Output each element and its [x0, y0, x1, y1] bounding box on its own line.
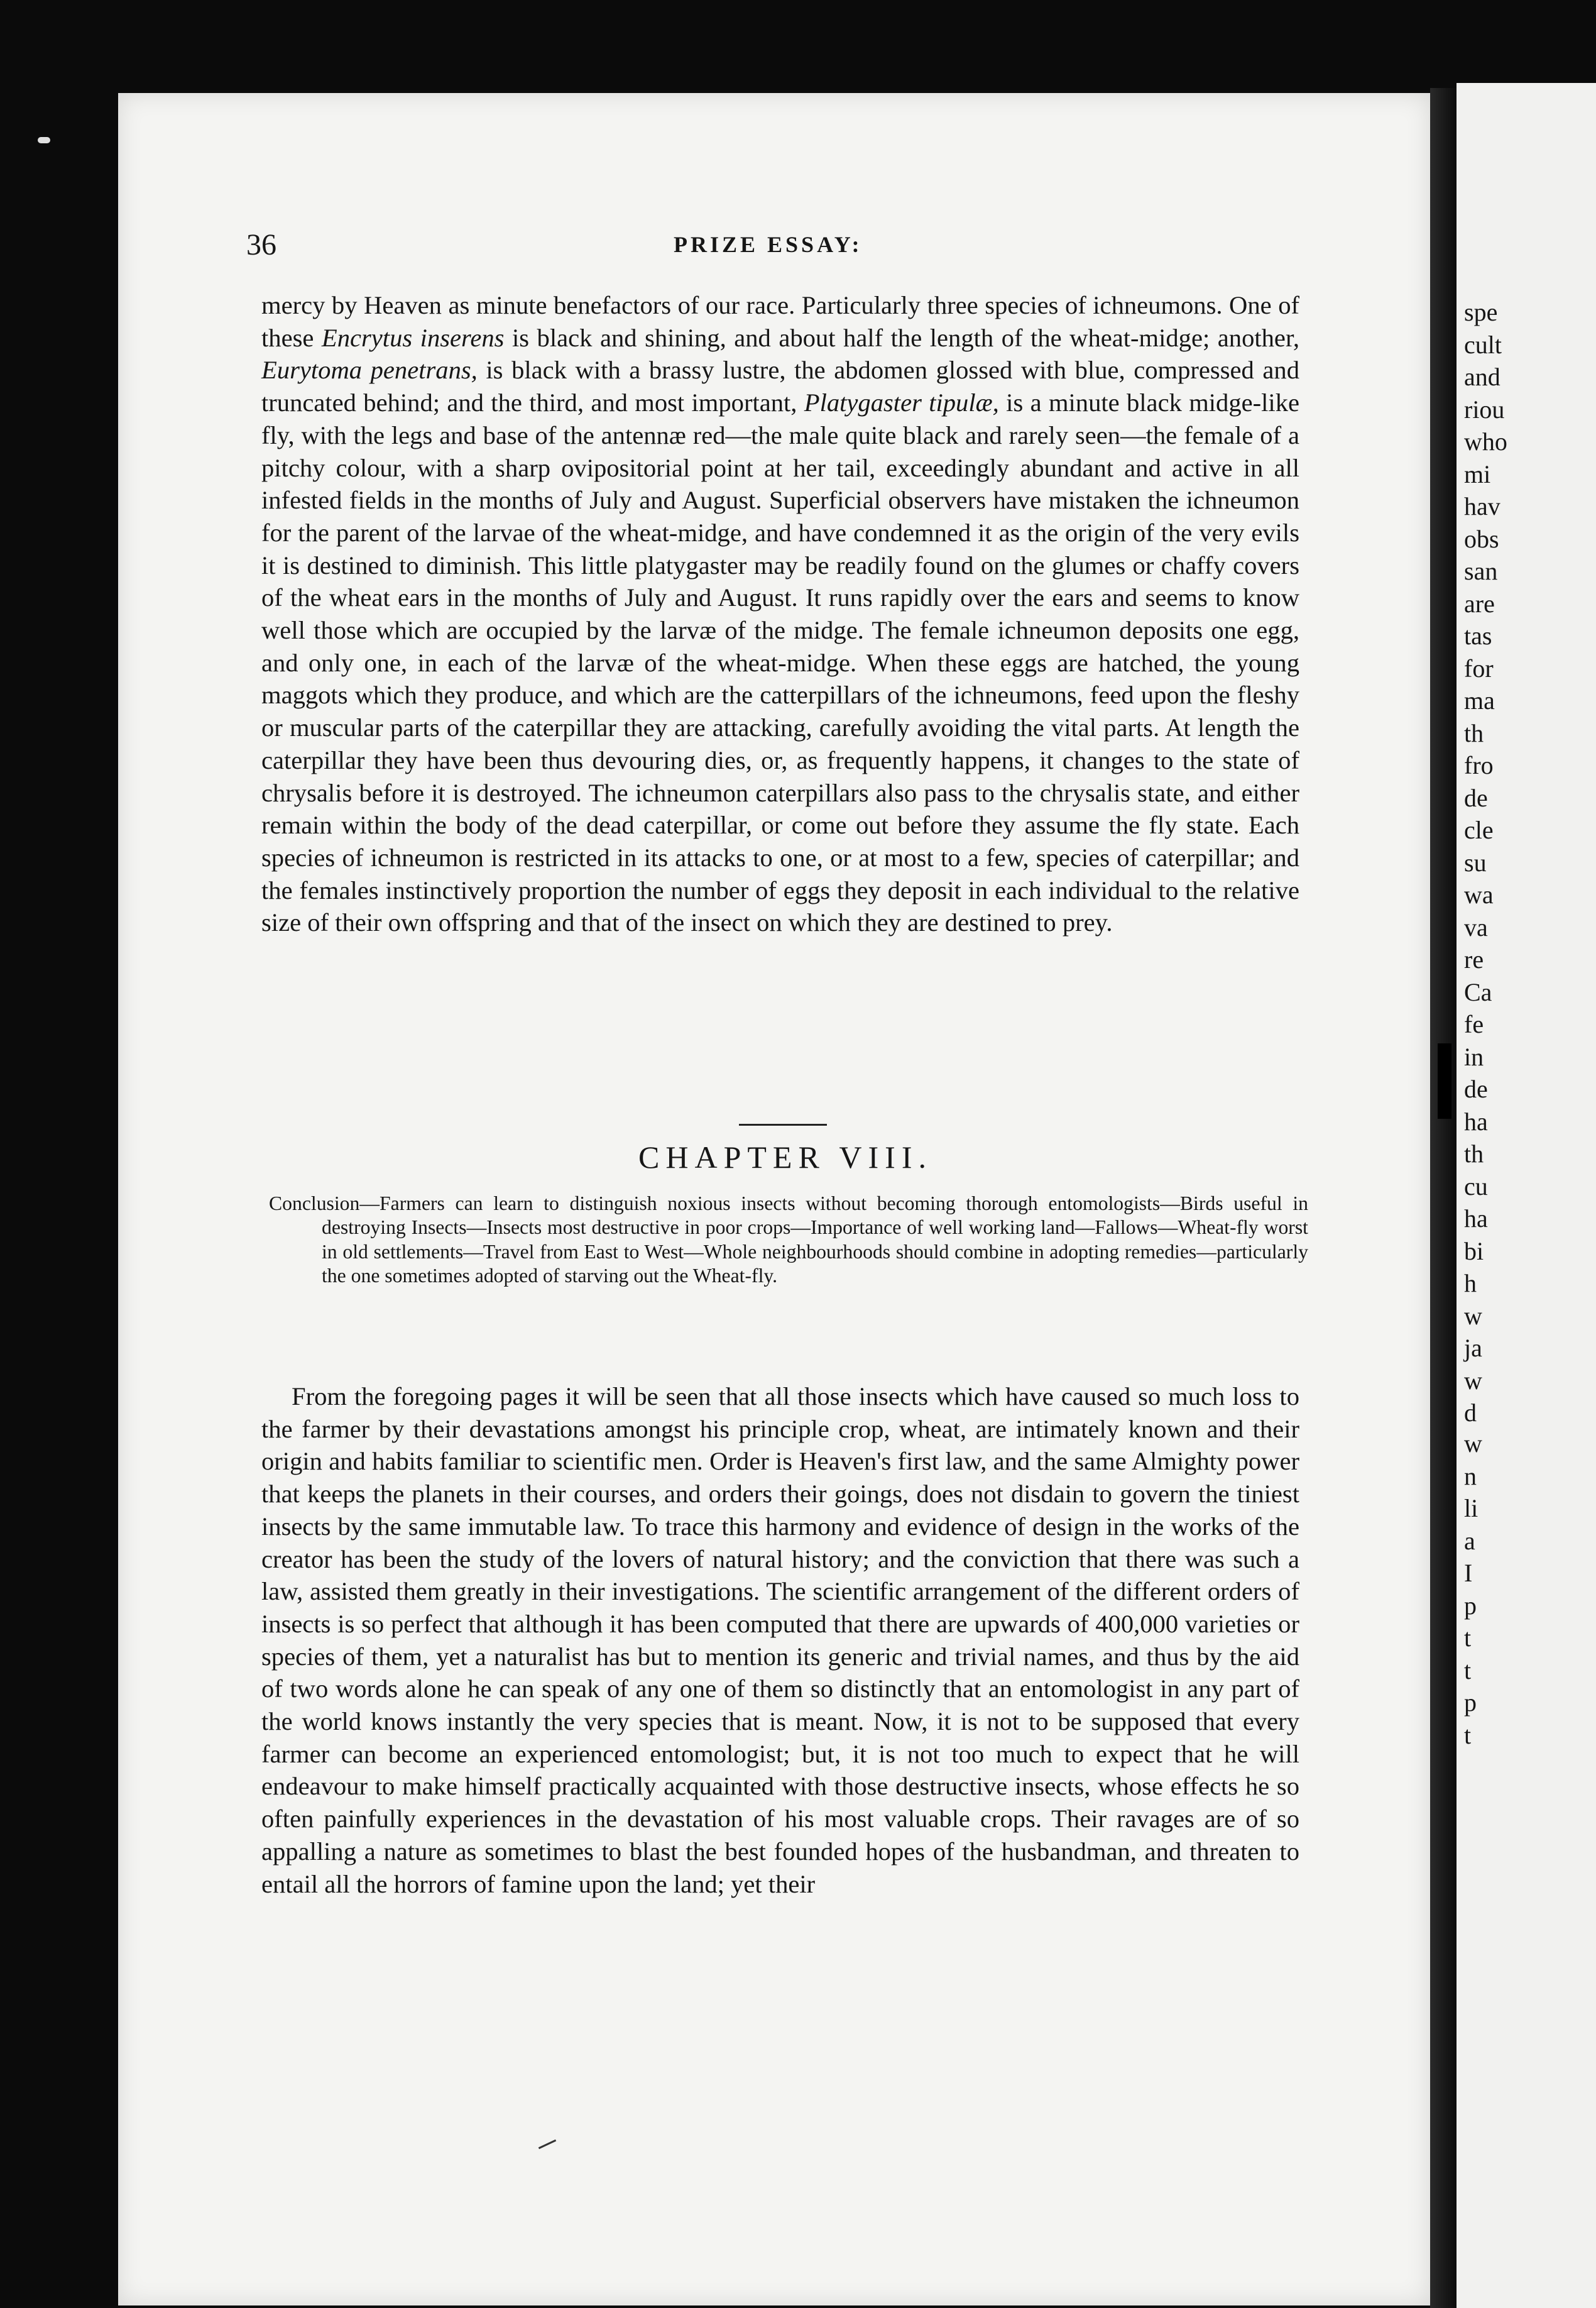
adjacent-page-line: va: [1464, 913, 1488, 942]
page-binding-edge: [1430, 88, 1457, 2308]
adjacent-page-line: hav: [1464, 492, 1500, 520]
adjacent-page-line: th: [1464, 718, 1484, 747]
adjacent-page-line: cult: [1464, 330, 1502, 359]
adjacent-page-line: h: [1464, 1269, 1477, 1297]
adjacent-page-line: and: [1464, 363, 1500, 391]
scan-edge-mark: [38, 137, 50, 143]
adjacent-page-line: ma: [1464, 686, 1495, 715]
adjacent-page-line: tas: [1464, 622, 1492, 650]
adjacent-page-line: in: [1464, 1042, 1484, 1071]
page-number: 36: [246, 228, 276, 261]
species-name-encrytus: Encrytus inserens: [321, 323, 505, 352]
paragraph-1-text-d: is a minute black midge-like fly, with the legs and base of the antennæ red—the male quite black and rarely seen—the female of a pitchy colour, with a sharp ovipositorial point at her tail, exceedingly abundant and active in all infested fields in the months of July and August. Superficial observers have mistaken the ichneumon for the parent of the larvae of the wheat-midge, and have condemned it as the origin of the very evils it is destined to diminish. This little platygaster may be readily found on the glumes or chaffy covers of the wheat ears in the months of July and August. It runs rapidly over the ears and seems to know well those which are occupied by the larvæ of the midge. The female ichneumon deposits one egg, and only one, in each of the larvæ of the wheat-midge. When these eggs are hatched, the young maggots which they produce, and which are the catterpillars of the ichneumons, feed upon the fleshy or muscular parts of the caterpillar they are attacking, carefully avoiding the vital parts. At length the caterpillar they have been thus devouring dies, or, as frequently happens, it changes to the state of chrysalis before it is destroyed. The ichneumon caterpillars also pass to the chrysalis state, and either remain within the body of the dead caterpillar, or come out before they assume the fly state. Each species of ichneumon is restricted in its attacks to one, or at most to a few, species of caterpillar; and the females instinctively proportion the number of eggs they deposit in each individual to the relative size of their own offspring and that of the insect on which they are destined to prey.: [261, 388, 1299, 937]
chapter-summary: Conclusion—Farmers can learn to distinguish noxious insects without becoming thorough entomologists—Birds useful in destroying Insects—Insects most destructive in poor crops—Importance of well working land—Fallows—Wheat-fly worst in old settlements—Travel from East to West—Whole neighbourhoods should combine in adopting remedies—particularly the one sometimes adopted of starving out the Wheat-fly.: [269, 1192, 1308, 1287]
adjacent-page-line: re: [1464, 945, 1484, 974]
adjacent-page-line: I: [1464, 1559, 1473, 1587]
adjacent-page-line: obs: [1464, 524, 1499, 553]
adjacent-page-line: wa: [1464, 881, 1494, 909]
adjacent-page-line: th: [1464, 1140, 1484, 1168]
paragraph-1-text-c: is black with a brassy lustre, the abdomen glossed with blue, compressed and truncated behind; and the third, and most important,: [261, 356, 1299, 417]
adjacent-page-line: cle: [1464, 816, 1494, 844]
adjacent-page-line: ha: [1464, 1204, 1488, 1233]
chapter-title: CHAPTER VIII.: [638, 1140, 932, 1175]
body-paragraph-2: From the foregoing pages it will be seen that all those insects which have caused so much loss to the farmer by their devastations amongst his principle crop, wheat, are intimately known and their origin and habits familiar to scientific men. Order is Heaven's first law, and the same Almighty power that keeps the planets in their courses, and orders their goings, does not disdain to govern the tiniest insects by the same immutable law. To trace this harmony and evidence of design in the works of the creator has been the study of the lovers of natural history; and the conviction that there was such a law, assisted them greatly in their investigations. The scientific arrangement of the different orders of insects is so perfect that although it has been computed that there are upwards of 400,000 varieties or species of them, yet a naturalist has but to mention its generic and trivial names, and thus by the aid of two words alone he can speak of any one of them so distinctly that an entomologist in any part of the world knows instantly the very species that is meant. Now, it is not to be supposed that every farmer can become an experienced entomologist; but, it is not too much to expect that he will endeavour to make himself practically acquainted with those destructive insects, whose effects he so often painfully experiences in the devastation of his most valuable crops. Their ravages are of so appalling a nature as sometimes to blast the best founded hopes of the husbandman, and threaten to entail all the horrors of famine upon the land; yet their: [261, 1382, 1299, 1898]
adjacent-page-line: de: [1464, 783, 1488, 812]
adjacent-page-fragment: [1457, 83, 1596, 2308]
adjacent-page-line: bi: [1464, 1236, 1484, 1265]
adjacent-page-line: who: [1464, 427, 1507, 456]
body-paragraph-1: [261, 289, 1299, 939]
binding-gutter: [1438, 1043, 1451, 1119]
adjacent-page-line: t: [1464, 1624, 1472, 1652]
adjacent-page-line: a: [1464, 1526, 1475, 1555]
adjacent-page-line: w: [1464, 1301, 1482, 1330]
adjacent-page-line: de: [1464, 1075, 1488, 1103]
adjacent-page-line: ja: [1464, 1334, 1482, 1362]
adjacent-page-line: w: [1464, 1366, 1482, 1395]
paragraph-1-text-a: mercy by Heaven as minute benefactors of our race. Particularly three species of ichneumons. One of these: [261, 291, 1299, 352]
adjacent-page-line: p: [1464, 1688, 1477, 1717]
adjacent-page-line: n: [1464, 1461, 1477, 1490]
section-divider-rule: [739, 1124, 827, 1126]
adjacent-page-line: t: [1464, 1656, 1472, 1684]
adjacent-page-line: w: [1464, 1429, 1482, 1458]
adjacent-page-line: li: [1464, 1494, 1478, 1522]
page-header: [246, 228, 1315, 265]
adjacent-page-line: fro: [1464, 751, 1494, 779]
adjacent-page-line: riou: [1464, 395, 1505, 424]
adjacent-page-line: are: [1464, 589, 1495, 618]
adjacent-page-line: fe: [1464, 1010, 1484, 1038]
adjacent-page-line: ha: [1464, 1107, 1488, 1136]
species-name-platygaster: Platygaster tipulæ,: [804, 388, 999, 417]
adjacent-page-line: san: [1464, 557, 1498, 585]
adjacent-page-line: p: [1464, 1591, 1477, 1620]
adjacent-page-line: cu: [1464, 1172, 1488, 1201]
adjacent-page-line: su: [1464, 848, 1487, 877]
running-head: PRIZE ESSAY:: [674, 232, 863, 257]
species-name-eurytoma: Eurytoma penetrans,: [261, 356, 478, 385]
adjacent-page-line: mi: [1464, 459, 1491, 488]
adjacent-page-line: d: [1464, 1399, 1477, 1427]
adjacent-page-line: for: [1464, 654, 1494, 683]
adjacent-page-line: spe: [1464, 298, 1498, 326]
paragraph-1-text-b: is black and shining, and about half the length of the wheat-midge; another,: [504, 323, 1299, 352]
adjacent-page-line: Ca: [1464, 977, 1492, 1006]
adjacent-page-line: t: [1464, 1720, 1472, 1749]
